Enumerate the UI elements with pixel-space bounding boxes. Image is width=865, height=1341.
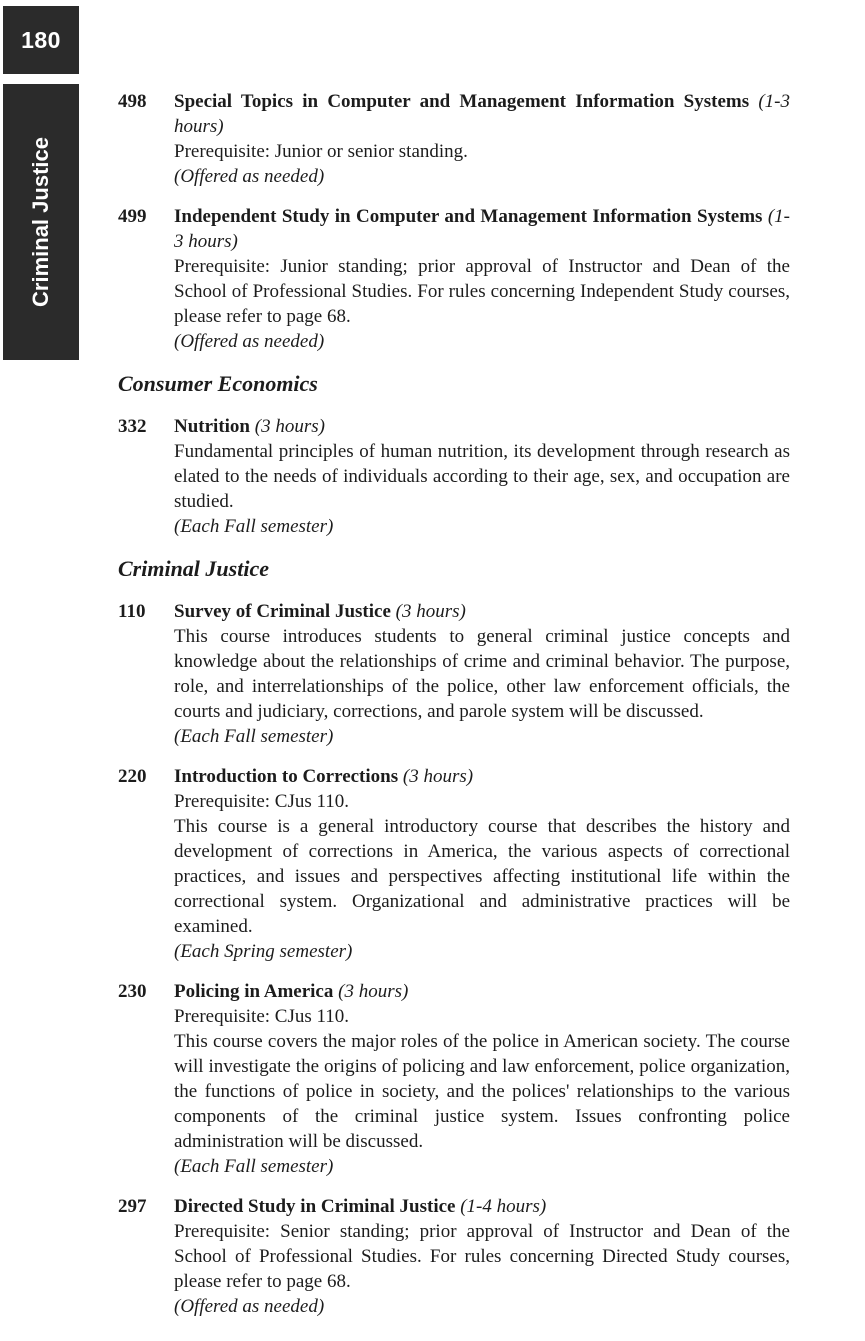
page-content <box>118 89 790 1334</box>
consumer-economics-course-list <box>118 414 790 539</box>
course-offered: (Offered as needed) <box>174 166 325 187</box>
course-number: 499 <box>118 206 147 227</box>
page-number: 180 <box>21 27 61 53</box>
course-title: Introduction to Corrections <box>174 766 399 787</box>
course-number: 498 <box>118 91 147 112</box>
course-number: 230 <box>118 981 147 1002</box>
course-description: Fundamental principles of human nutrition, its development through research as elated to the needs of individuals according to their age, sex, and occupation are studied. <box>174 441 790 512</box>
criminal-justice-course-list <box>118 599 790 1319</box>
course-title-line <box>174 979 790 1004</box>
course-body <box>174 764 790 964</box>
course-entry <box>118 979 790 1179</box>
course-description: Prerequisite: Junior standing; prior approval of Instructor and Dean of the School of Professional Studies. For rules concerning Independent Study courses, please refer to page 68. <box>174 256 790 327</box>
course-title-line <box>174 89 790 139</box>
course-title: Nutrition <box>174 416 250 437</box>
course-title-line <box>174 414 790 439</box>
course-description: This course introduces students to general criminal justice concepts and knowledge about the relationships of crime and criminal behavior. The purpose, role, and interrelationships of the police, other law enforcement officials, the courts and judiciary, corrections, and parole system will be discussed. <box>174 626 790 722</box>
course-body <box>174 414 790 539</box>
course-entry <box>118 764 790 964</box>
course-hours: (3 hours) <box>402 766 474 787</box>
course-body <box>174 1194 790 1319</box>
course-offered: (Each Fall semester) <box>174 1156 334 1177</box>
course-description: Prerequisite: Junior or senior standing. <box>174 141 468 162</box>
course-description: This course is a general introductory course that describes the history and development of corrections in America, the various aspects of correctional practices, and issues and perspectives affecting institutional life within the correctional system. Organizational and administrative practices will be examined. <box>174 816 790 937</box>
course-number: 110 <box>118 601 146 622</box>
course-title-line <box>174 1194 790 1219</box>
intro-course-list <box>118 89 790 354</box>
section-heading-consumer-economics: Consumer Economics <box>118 371 318 396</box>
course-entry <box>118 414 790 539</box>
course-entry <box>118 89 790 189</box>
section-heading-criminal-justice: Criminal Justice <box>118 556 269 581</box>
course-description: Prerequisite: CJus 110. <box>174 1006 350 1027</box>
course-offered: (Each Spring semester) <box>174 941 353 962</box>
course-hours: (3 hours) <box>395 601 466 622</box>
section-side-tab <box>3 84 79 360</box>
course-title-line <box>174 764 790 789</box>
course-title: Independent Study in Computer and Management Information Systems <box>174 206 763 227</box>
course-title: Policing in America <box>174 981 334 1002</box>
section-side-tab-label: Criminal Justice <box>28 137 53 307</box>
course-number: 220 <box>118 766 147 787</box>
course-hours: (3 hours) <box>254 416 325 437</box>
course-offered: (Offered as needed) <box>174 331 325 352</box>
course-entry <box>118 1194 790 1319</box>
course-number: 332 <box>118 416 147 437</box>
course-body <box>174 204 790 354</box>
course-body <box>174 979 790 1179</box>
course-offered: (Each Fall semester) <box>174 516 334 537</box>
course-hours: (3 hours) <box>338 981 409 1002</box>
course-title: Special Topics in Computer and Management Information Systems <box>174 91 750 112</box>
course-offered: (Each Fall semester) <box>174 726 334 747</box>
page-number-tab <box>3 6 79 74</box>
course-title-line <box>174 599 790 624</box>
course-entry <box>118 599 790 749</box>
course-title-line <box>174 204 790 254</box>
course-offered: (Offered as needed) <box>174 1296 325 1317</box>
course-description: Prerequisite: CJus 110. <box>174 791 350 812</box>
course-title: Directed Study in Criminal Justice <box>174 1196 456 1217</box>
course-entry <box>118 204 790 354</box>
course-hours: (1-4 hours) <box>460 1196 547 1217</box>
course-title: Survey of Criminal Justice <box>174 601 391 622</box>
course-description: This course covers the major roles of the police in American society. The course will investigate the origins of policing and law enforcement, police organization, the functions of police in society, and the polices' relationships to the various components of the criminal justice system. Issues confronting police administration will be discussed. <box>174 1031 790 1152</box>
course-hours: (1-3 hours) <box>174 91 790 137</box>
course-number: 297 <box>118 1196 147 1217</box>
course-description: Prerequisite: Senior standing; prior approval of Instructor and Dean of the School of Professional Studies. For rules concerning Directed Study courses, please refer to page 68. <box>174 1221 790 1292</box>
course-hours: (1-3 hours) <box>174 206 790 252</box>
course-body <box>174 89 790 189</box>
course-body <box>174 599 790 749</box>
